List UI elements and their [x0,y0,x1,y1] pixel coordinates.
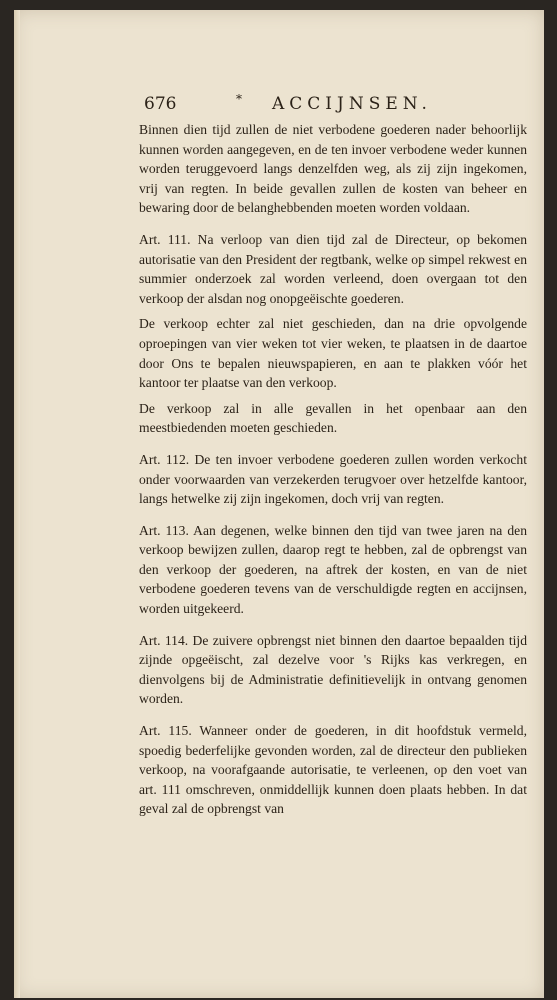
article-paragraph: Art. 115. Wanneer onder de goederen, in dit hoofdstuk vermeld, spoedig bederfelijke gevonden worden, zal de directeur den publieken verkoop, na voorafgaande autorisatie, te verleenen, op den voet van art. 111 omschreven, onmiddellijk kunnen doen plaats hebben. In dat geval zal de opbrengst van [139,723,527,817]
paragraph: De verkoop zal in alle gevallen in het openbaar aan den meestbiedenden moeten geschieden. [139,400,527,436]
article-paragraph: Art. 113. Aan degenen, welke binnen den tijd van twee jaren na den verkoop bewijzen zullen, daarop regt te hebben, zal de opbrengst van den verkoop der goederen, na aftrek der kosten, en van de niet verbodene goederen tevens van de verschuldigde regten en accijnsen, worden uitgekeerd. [139,522,527,617]
article-paragraph: Art. 112. De ten invoer verbodene goederen zullen worden verkocht onder voorwaarden van verzekerden terugvoer over hetzelfde kantoor, langs hetwelke zij zijn ingekomen, doch vrij van regten. [139,451,527,507]
paragraph: Binnen dien tijd zullen de niet verbodene goederen nader behoorlijk kunnen worden aangegeven, en de ten invoer verbodene weder kunnen worden teruggevoerd langs denzelfden weg, als zij zijn ingekomen, vrij van regten. In beide gevallen zullen de kosten van beheer en bewaring door de belanghebbenden moeten worden voldaan. [139,122,527,216]
running-head: ACCIJNSEN. [272,94,432,114]
paragraph: De verkoop echter zal niet geschieden, dan na drie opvolgende oproepingen van vier weken tot vier weken, te plaatsen in de daartoe door Ons te bepalen nieuwspapieren, en aan te plakken vóór het kantoor ter plaatse van den verkoop. [139,316,527,391]
ornament-mark: * [236,92,242,106]
article-paragraph: Art. 114. De zuivere opbrengst niet binnen den daartoe bepaalden tijd zijnde opgeëischt, zal dezelve voor 's Rijks kas verkregen, en dienvolgens bij de Administratie definitievelijk in ontvang genomen worden. [139,632,527,707]
page-header [144,94,534,118]
body-text [139,120,527,819]
article-paragraph: Art. 111. Na verloop van dien tijd zal de Directeur, op bekomen autorisatie van den President der regtbank, welke op simpel rekwest en summier onderzoek zal worden verleend, doen overgaan tot den verkoop der alsdan nog onopgeëischte goederen. [139,231,527,306]
page-number: 676 [144,94,177,114]
